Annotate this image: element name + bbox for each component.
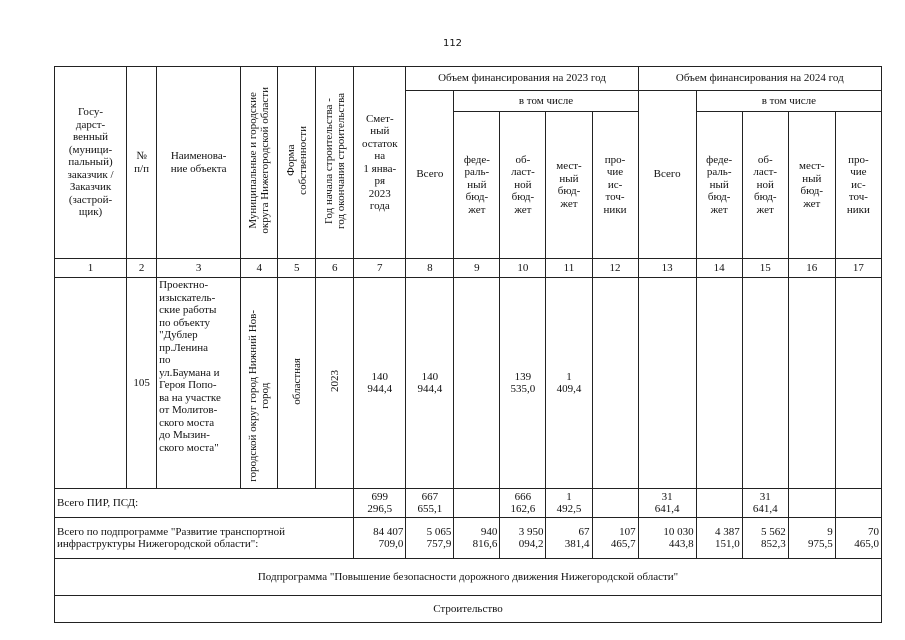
header-loc-2023: мест- ный бюд- жет xyxy=(546,112,592,259)
header-number: № п/п xyxy=(127,67,157,259)
cell-loc-2024: 9 975,5 xyxy=(788,518,835,559)
header-oth-2023: про- чие ис- точ- ники xyxy=(592,112,638,259)
cell-fed-2023 xyxy=(454,489,500,518)
cell-reg-2024: 5 562 852,3 xyxy=(742,518,788,559)
cell-oth-2023 xyxy=(592,489,638,518)
header-loc-2024: мест- ный бюд- жет xyxy=(788,112,835,259)
subprogram-title: Подпрограмма "Повышение безопасности дорожного движения Нижегородской области" xyxy=(55,559,882,596)
cell-oth-2023 xyxy=(592,278,638,489)
cell-loc-2023: 1 409,4 xyxy=(546,278,592,489)
cell-loc-2024 xyxy=(788,278,835,489)
cell-fed-2023 xyxy=(454,278,500,489)
cell-fed-2023: 940 816,6 xyxy=(454,518,500,559)
column-number: 14 xyxy=(696,259,742,278)
cell-reg-2024: 31 641,4 xyxy=(742,489,788,518)
cell-total-2023: 667 655,1 xyxy=(406,489,454,518)
column-number: 7 xyxy=(354,259,406,278)
cell-pir-label: Всего ПИР, ПСД: xyxy=(55,489,354,518)
cell-ownership: областная xyxy=(278,278,316,489)
column-number: 13 xyxy=(638,259,696,278)
cell-oth-2024 xyxy=(835,489,881,518)
cell-total-2024: 31 641,4 xyxy=(638,489,696,518)
section-title: Строительство xyxy=(55,596,882,623)
header-fed-2024: феде- раль- ный бюд- жет xyxy=(696,112,742,259)
header-incl-2024: в том числе xyxy=(696,91,881,112)
financing-table xyxy=(54,66,882,623)
header-incl-2023: в том числе xyxy=(454,91,638,112)
column-number: 4 xyxy=(241,259,278,278)
header-total-2024: Всего xyxy=(638,91,696,259)
cell-balance: 84 407 709,0 xyxy=(354,518,406,559)
column-number: 5 xyxy=(278,259,316,278)
cell-loc-2023: 67 381,4 xyxy=(546,518,592,559)
column-number: 15 xyxy=(742,259,788,278)
cell-subprogram-label: Всего по подпрограмме "Развитие транспортной инфраструктуры Нижегородской области": xyxy=(55,518,354,559)
column-number: 16 xyxy=(788,259,835,278)
column-number: 12 xyxy=(592,259,638,278)
cell-oth-2024: 70 465,0 xyxy=(835,518,881,559)
header-reg-2024: об- ласт- ной бюд- жет xyxy=(742,112,788,259)
table-row-105 xyxy=(55,278,882,489)
cell-district: городской округ город Нижний Нов- город xyxy=(241,278,278,489)
table-row-subprogram-title xyxy=(55,559,882,596)
cell-balance: 699 296,5 xyxy=(354,489,406,518)
cell-reg-2023: 666 162,6 xyxy=(500,489,546,518)
cell-loc-2023: 1 492,5 xyxy=(546,489,592,518)
cell-total-2023: 5 065 757,9 xyxy=(406,518,454,559)
table-row-pir-total xyxy=(55,489,882,518)
cell-object-name: Проектно- изыскатель- ские работы по объекту "Дублер пр.Ленина по ул.Баумана и Героя Попо- ва на участке от Молитов- ского моста до Мызин- ского моста" xyxy=(157,278,241,489)
header-years: Год начала строительства - год окончания строительства xyxy=(316,67,354,259)
cell-customer xyxy=(55,278,127,489)
header-reg-2023: об- ласт- ной бюд- жет xyxy=(500,112,546,259)
cell-reg-2023: 3 950 094,2 xyxy=(500,518,546,559)
cell-fed-2024 xyxy=(696,489,742,518)
header-object-name: Наименова- ние объекта xyxy=(157,67,241,259)
header-row-1 xyxy=(55,67,882,91)
cell-fed-2024: 4 387 151,0 xyxy=(696,518,742,559)
cell-fed-2024 xyxy=(696,278,742,489)
column-number: 2 xyxy=(127,259,157,278)
header-total-2023: Всего xyxy=(406,91,454,259)
page-number: 112 xyxy=(442,38,463,49)
header-district: Муниципальные и городские округа Нижегородской области xyxy=(241,67,278,259)
cell-total-2024 xyxy=(638,278,696,489)
column-number: 10 xyxy=(500,259,546,278)
column-number: 8 xyxy=(406,259,454,278)
column-number: 6 xyxy=(316,259,354,278)
header-customer: Госу- дарст- венный (муници- пальный) заказчик / Заказчик (застрой- щик) xyxy=(55,67,127,259)
column-number: 1 xyxy=(55,259,127,278)
cell-oth-2023: 107 465,7 xyxy=(592,518,638,559)
cell-number: 105 xyxy=(127,278,157,489)
column-number: 9 xyxy=(454,259,500,278)
column-number: 11 xyxy=(546,259,592,278)
cell-balance: 140 944,4 xyxy=(354,278,406,489)
cell-reg-2023: 139 535,0 xyxy=(500,278,546,489)
header-group-2023: Объем финансирования на 2023 год xyxy=(406,67,638,91)
column-number-row xyxy=(55,259,882,278)
cell-loc-2024 xyxy=(788,489,835,518)
cell-total-2024: 10 030 443,8 xyxy=(638,518,696,559)
cell-reg-2024 xyxy=(742,278,788,489)
cell-oth-2024 xyxy=(835,278,881,489)
table-row-subprogram-total xyxy=(55,518,882,559)
cell-total-2023: 140 944,4 xyxy=(406,278,454,489)
header-ownership: Форма собственности xyxy=(278,67,316,259)
header-balance: Смет- ный остаток на 1 янва- ря 2023 года xyxy=(354,67,406,259)
table-row-section-title xyxy=(55,596,882,623)
header-fed-2023: феде- раль- ный бюд- жет xyxy=(454,112,500,259)
column-number: 17 xyxy=(835,259,881,278)
header-group-2024: Объем финансирования на 2024 год xyxy=(638,67,881,91)
header-oth-2024: про- чие ис- точ- ники xyxy=(835,112,881,259)
column-number: 3 xyxy=(157,259,241,278)
cell-years: 2023 xyxy=(316,278,354,489)
